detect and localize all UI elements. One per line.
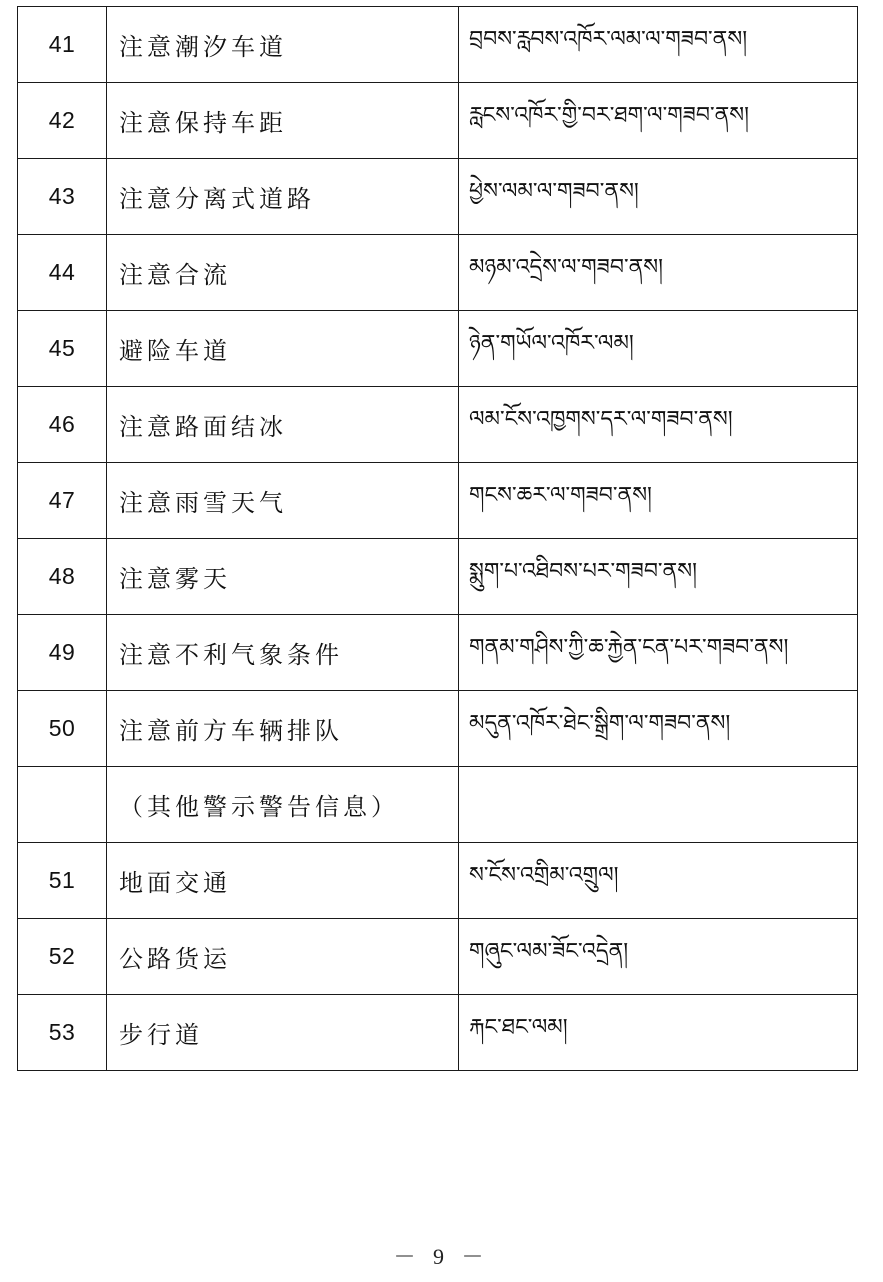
tibetan-term: གནམ་གཤིས་ཀྱི་ཆ་རྐྱེན་ངན་པར་གཟབ་ནས། (459, 615, 858, 691)
row-number: 43 (18, 159, 107, 235)
row-number: 46 (18, 387, 107, 463)
row-number: 48 (18, 539, 107, 615)
tibetan-term: ལམ་ངོས་འཁྱགས་དར་ལ་གཟབ་ནས། (459, 387, 858, 463)
row-number: 47 (18, 463, 107, 539)
table-row (18, 159, 858, 235)
chinese-term: 地面交通 (107, 843, 459, 919)
row-number: 53 (18, 995, 107, 1071)
tibetan-term: གངས་ཆར་ལ་གཟབ་ནས། (459, 463, 858, 539)
table-row (18, 919, 858, 995)
tibetan-term: མཉམ་འདྲེས་ལ་གཟབ་ནས། (459, 235, 858, 311)
chinese-term: 注意雾天 (107, 539, 459, 615)
chinese-term: 注意不利气象条件 (107, 615, 459, 691)
row-number (18, 767, 107, 843)
table-row (18, 539, 858, 615)
chinese-term: 避险车道 (107, 311, 459, 387)
table-row (18, 691, 858, 767)
row-number: 42 (18, 83, 107, 159)
section-heading: （其他警示警告信息） (107, 767, 459, 843)
tibetan-term: ཉེན་གཡོལ་འཁོར་ལམ། (459, 311, 858, 387)
row-number: 41 (18, 7, 107, 83)
tibetan-term: མདུན་འཁོར་ཐེང་སྒྲིག་ལ་གཟབ་ནས། (459, 691, 858, 767)
chinese-term: 注意潮汐车道 (107, 7, 459, 83)
tibetan-term: གཞུང་ལམ་ཟོང་འདྲེན། (459, 919, 858, 995)
sign-terms-table (17, 6, 858, 1071)
row-number: 51 (18, 843, 107, 919)
tibetan-term: སྨུག་པ་འཐིབས་པར་གཟབ་ནས། (459, 539, 858, 615)
row-number: 52 (18, 919, 107, 995)
chinese-term: 公路货运 (107, 919, 459, 995)
table-row (18, 7, 858, 83)
row-number: 45 (18, 311, 107, 387)
table-row (18, 311, 858, 387)
tibetan-term: ས་ངོས་འགྲིམ་འགྲུལ། (459, 843, 858, 919)
chinese-term: 注意合流 (107, 235, 459, 311)
tibetan-term: རླངས་འཁོར་གྱི་བར་ཐག་ལ་གཟབ་ནས། (459, 83, 858, 159)
tibetan-term: ཕྱེས་ལམ་ལ་གཟབ་ནས། (459, 159, 858, 235)
row-number: 44 (18, 235, 107, 311)
table-row (18, 995, 858, 1071)
tibetan-term: བྲབས་རླབས་འཁོར་ལམ་ལ་གཟབ་ནས། (459, 7, 858, 83)
chinese-term: 注意保持车距 (107, 83, 459, 159)
page-number: － 9 － (393, 1244, 490, 1269)
tibetan-term (459, 767, 858, 843)
row-number: 49 (18, 615, 107, 691)
table-row (18, 83, 858, 159)
table-row (18, 615, 858, 691)
chinese-term: 注意雨雪天气 (107, 463, 459, 539)
chinese-term: 步行道 (107, 995, 459, 1071)
tibetan-term: རྐང་ཐང་ལམ། (459, 995, 858, 1071)
table-row (18, 235, 858, 311)
table-row (18, 843, 858, 919)
chinese-term: 注意路面结冰 (107, 387, 459, 463)
chinese-term: 注意分离式道路 (107, 159, 459, 235)
chinese-term: 注意前方车辆排队 (107, 691, 459, 767)
table-row (18, 463, 858, 539)
table-row (18, 767, 858, 843)
table-row (18, 387, 858, 463)
row-number: 50 (18, 691, 107, 767)
